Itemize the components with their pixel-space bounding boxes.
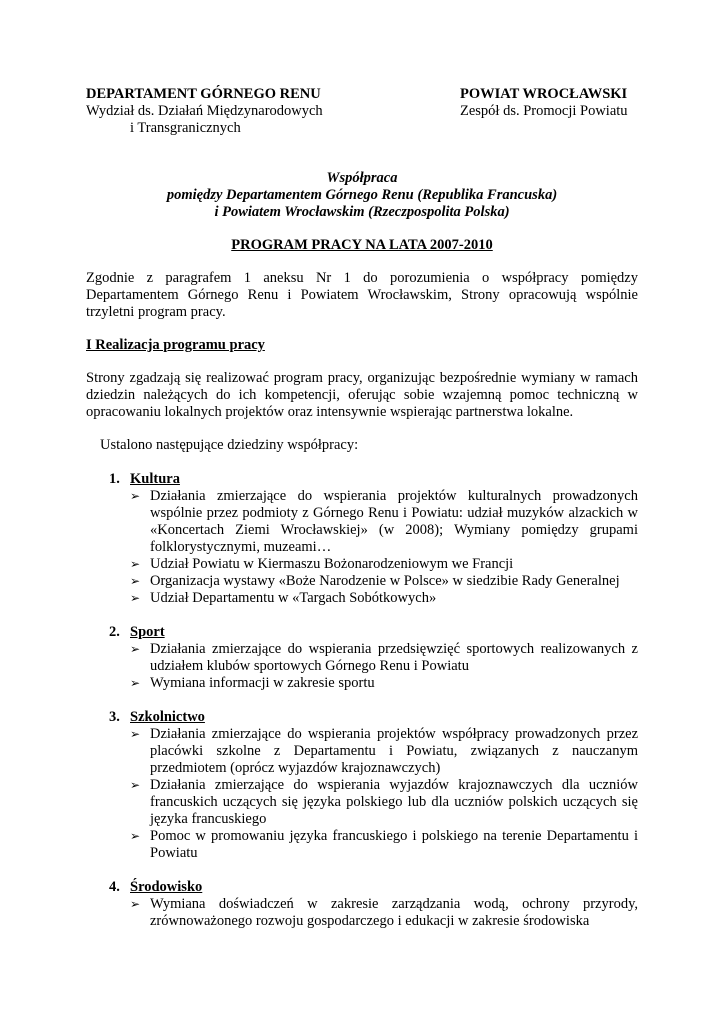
- list-item-text: Działania zmierzające do wspierania projektów współpracy prowadzonych przez placówki szkolne z Departamentu i Powiatu, związanych z nauczanym przedmiotem (oprócz wyjazdów krajoznawczych): [150, 726, 638, 776]
- right-organization: POWIAT WROCŁAWSKI: [460, 86, 628, 102]
- arrow-bullet-icon: ➢: [130, 778, 141, 792]
- category-block: [86, 709, 638, 862]
- list-item: [86, 641, 638, 675]
- arrow-bullet-icon: ➢: [130, 642, 141, 656]
- list-item-text: Działania zmierzające do wspierania wyjazdów krajoznawczych dla uczniów francuskich uczących się języka polskiego lub dla uczniów polskich uczących się języka francuskiego: [150, 777, 638, 827]
- category-block: [86, 471, 638, 607]
- category-heading: [86, 709, 638, 726]
- category-block: [86, 624, 638, 692]
- arrow-bullet-icon: ➢: [130, 829, 141, 843]
- category-block: [86, 879, 638, 930]
- left-department-line2: i Transgranicznych: [130, 120, 241, 136]
- title-line-2: pomiędzy Departamentem Górnego Renu (Republika Francuska): [166, 187, 558, 203]
- list-item: [86, 777, 638, 828]
- arrow-bullet-icon: ➢: [130, 574, 141, 588]
- list-item-text: Organizacja wystawy «Boże Narodzenie w Polsce» w siedzibie Rady Generalnej: [150, 573, 620, 589]
- arrow-bullet-icon: ➢: [130, 727, 141, 741]
- list-item: [86, 726, 638, 777]
- list-item: [86, 488, 638, 556]
- letterhead-right: [460, 86, 638, 137]
- category-heading: [86, 471, 638, 488]
- list-item-text: Wymiana informacji w zakresie sportu: [150, 675, 375, 691]
- list-item-text: Działania zmierzające do wspierania przedsięwzięć sportowych realizowanych z udziałem klubów sportowych Górnego Renu i Powiatu: [150, 641, 638, 674]
- list-item: [86, 896, 638, 930]
- list-item-text: Udział Powiatu w Kiermaszu Bożonarodzeniowym we Francji: [150, 556, 514, 572]
- cooperation-title: [86, 170, 638, 221]
- title-line-1: Współpraca: [326, 170, 398, 186]
- category-number: 3.: [109, 709, 120, 725]
- right-department: Zespół ds. Promocji Powiatu: [460, 103, 628, 119]
- arrow-bullet-icon: ➢: [130, 591, 141, 605]
- cooperation-areas-list: [86, 471, 638, 930]
- letterhead: [86, 86, 638, 137]
- arrow-bullet-icon: ➢: [130, 489, 141, 503]
- list-item-text: Wymiana doświadczeń w zakresie zarządzania wodą, ochrony przyrody, zrównoważonego rozwoju gospodarczego i edukacji w zakresie środowiska: [150, 896, 638, 929]
- established-areas-text: Ustalono następujące dziedziny współpracy:: [100, 437, 359, 453]
- list-item-text: Pomoc w promowaniu języka francuskiego i polskiego na terenie Departamentu i Powiatu: [150, 828, 638, 861]
- arrow-bullet-icon: ➢: [130, 557, 141, 571]
- left-department-line1: Wydział ds. Działań Międzynarodowych: [86, 103, 323, 119]
- list-item: [86, 828, 638, 862]
- category-title: Szkolnictwo: [130, 709, 205, 725]
- left-organization: DEPARTAMENT GÓRNEGO RENU: [86, 86, 321, 102]
- list-item: [86, 573, 638, 590]
- program-title: PROGRAM PRACY NA LATA 2007-2010: [231, 237, 493, 253]
- list-item: [86, 675, 638, 692]
- section-paragraph: Strony zgadzają się realizować program pracy, organizując bezpośrednie wymiany w ramach dziedzin należących do ich kompetencji, oferując sobie wzajemną pomoc techniczną w opracowaniu lokalnych projektów oraz intensywnie wspierając partnerstwa lokalne.: [86, 370, 638, 420]
- category-number: 1.: [109, 471, 120, 487]
- category-number: 2.: [109, 624, 120, 640]
- list-item: [86, 556, 638, 573]
- category-title: Kultura: [130, 471, 180, 487]
- intro-paragraph: Zgodnie z paragrafem 1 aneksu Nr 1 do porozumienia o współpracy pomiędzy Departamentem Górnego Renu i Powiatem Wrocławskim, Strony opracowują wspólnie trzyletni program pracy.: [86, 270, 638, 320]
- letterhead-left: [86, 86, 416, 137]
- category-title: Środowisko: [130, 879, 203, 895]
- section-heading: I Realizacja programu pracy: [86, 337, 265, 353]
- list-item-text: Działania zmierzające do wspierania projektów kulturalnych prowadzonych wspólnie przez podmioty z Górnego Renu i Powiatu: udział muzyków alzackich w «Koncertach Ziemi Wrocławskiej» (w 2008); Wymiany pomiędzy grupami folklorystycznymi, muzeami…: [150, 488, 638, 555]
- arrow-bullet-icon: ➢: [130, 897, 141, 911]
- category-title: Sport: [130, 624, 165, 640]
- list-item-text: Udział Departamentu w «Targach Sobótkowych»: [150, 590, 437, 606]
- title-line-3: i Powiatem Wrocławskim (Rzeczpospolita Polska): [214, 204, 510, 220]
- category-number: 4.: [109, 879, 120, 895]
- category-heading: [86, 879, 638, 896]
- document-page: [86, 86, 638, 930]
- list-item: [86, 590, 638, 607]
- category-heading: [86, 624, 638, 641]
- arrow-bullet-icon: ➢: [130, 676, 141, 690]
